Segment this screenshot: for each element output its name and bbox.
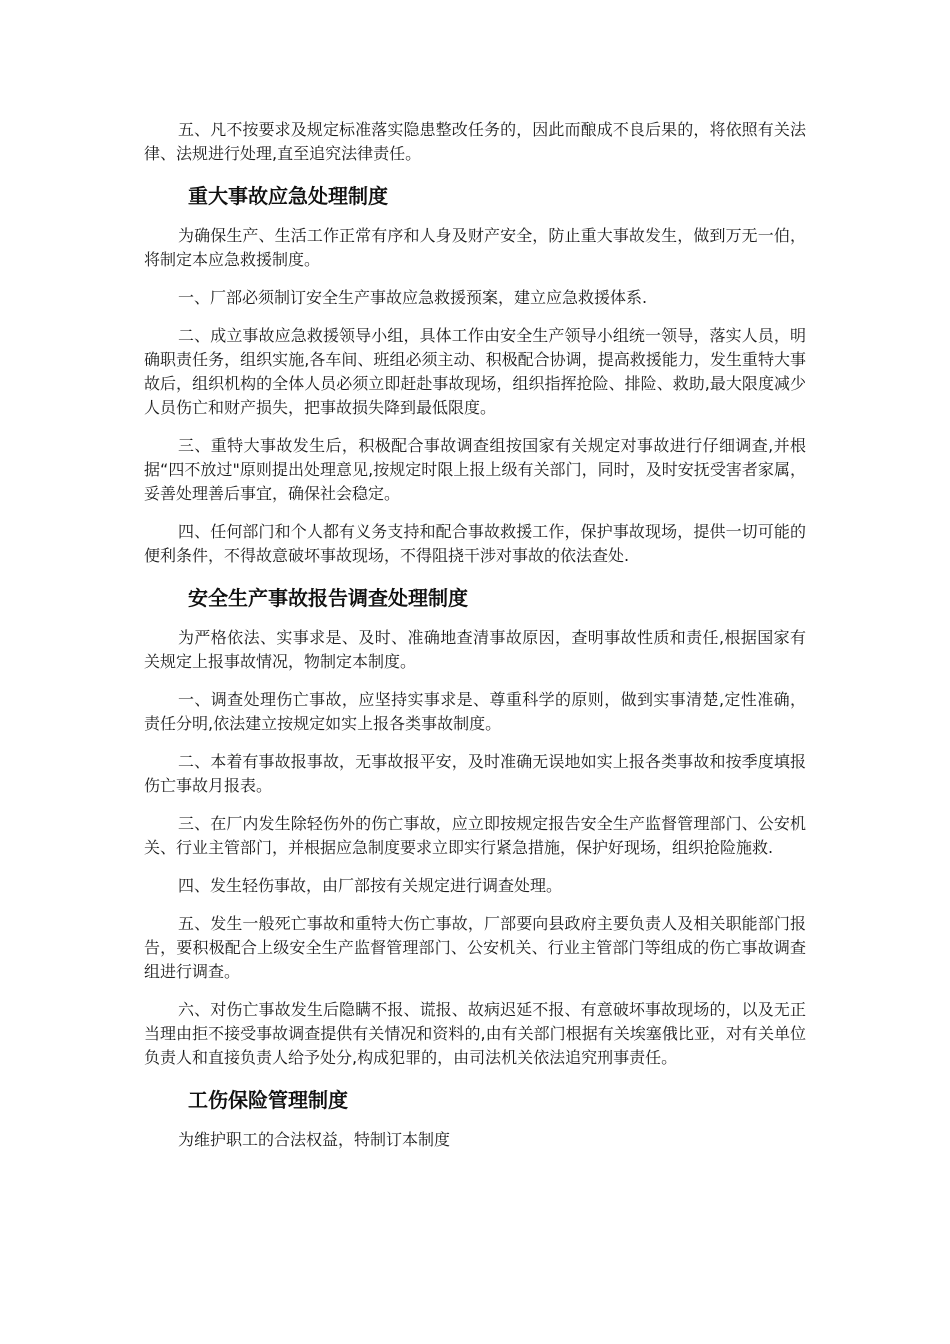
document-page [144,118,806,1166]
paragraph-emergency-clause-1: 一、厂部必须制订安全生产事故应急救援预案，建立应急救援体系. [178,288,648,307]
paragraph-emergency-clause-4: 四、任何部门和个人都有义务支持和配合事故救援工作，保护事故现场，提供一切可能的便利条件，不得故意破坏事故现场，不得阻挠干涉对事故的依法查处. [144,522,806,565]
section-heading-injury-insurance: 工伤保险管理制度 [188,1088,348,1112]
paragraph-insurance-intro: 为维护职工的合法权益，特制订本制度 [178,1130,451,1149]
paragraph-emergency-intro: 为确保生产、生活工作正常有序和人身及财产安全，防止重大事故发生，做到万无一伯，将制定本应急救援制度。 [144,226,806,269]
paragraph-emergency-clause-2: 二、成立事故应急救援领导小组，具体工作由安全生产领导小组统一领导，落实人员，明确职责任务，组织实施,各车间、班组必须主动、积极配合协调，提高救援能力，发生重特大事故后，组织机构的全体人员必须立即赶赴事故现场，组织指挥抢险、排险、救助,最大限度减少人员伤亡和财产损失，把事故损失降到最低限度。 [144,326,806,417]
paragraph-report-clause-3: 三、在厂内发生除轻伤外的伤亡事故，应立即按规定报告安全生产监督管理部门、公安机关、行业主管部门，并根据应急制度要求立即实行紧急措施，保护好现场，组织抢险施救. [144,814,806,857]
paragraph-report-clause-2: 二、本着有事故报事故，无事故报平安，及时准确无误地如实上报各类事故和按季度填报伤亡事故月报表。 [144,752,806,795]
paragraph-rectification-clause-5: 五、凡不按要求及规定标准落实隐患整改任务的，因此而酿成不良后果的，将依照有关法律、法规进行处理,直至追究法律责任。 [144,120,806,163]
section-heading-accident-report: 安全生产事故报告调查处理制度 [188,586,468,610]
paragraph-report-intro: 为严格依法、实事求是、及时、准确地查清事故原因，查明事故性质和责任,根据国家有关规定上报事故情况，物制定本制度。 [144,628,806,671]
paragraph-report-clause-1: 一、调查处理伤亡事故，应坚持实事求是、尊重科学的原则，做到实事清楚,定性准确，责任分明,依法建立按规定如实上报各类事故制度。 [144,690,806,733]
paragraph-report-clause-4: 四、发生轻伤事故，由厂部按有关规定进行调查处理。 [178,876,563,895]
paragraph-report-clause-5: 五、发生一般死亡事故和重特大伤亡事故，厂部要向县政府主要负责人及相关职能部门报告，要积极配合上级安全生产监督管理部门、公安机关、行业主管部门等组成的伤亡事故调查组进行调查。 [144,914,806,981]
section-heading-emergency: 重大事故应急处理制度 [188,184,388,208]
paragraph-emergency-clause-3: 三、重特大事故发生后，积极配合事故调查组按国家有关规定对事故进行仔细调查,并根据“四不放过"原则提出处理意见,按规定时限上报上级有关部门，同时，及时安抚受害者家属，妥善处理善后事宜，确保社会稳定。 [144,436,806,503]
paragraph-report-clause-6: 六、对伤亡事故发生后隐瞒不报、谎报、故病迟延不报、有意破坏事故现场的，以及无正当理由拒不接受事故调查提供有关情况和资料的,由有关部门根据有关埃塞俄比亚，对有关单位负责人和直接负责人给予处分,构成犯罪的，由司法机关依法追究刑事责任。 [144,1000,806,1067]
